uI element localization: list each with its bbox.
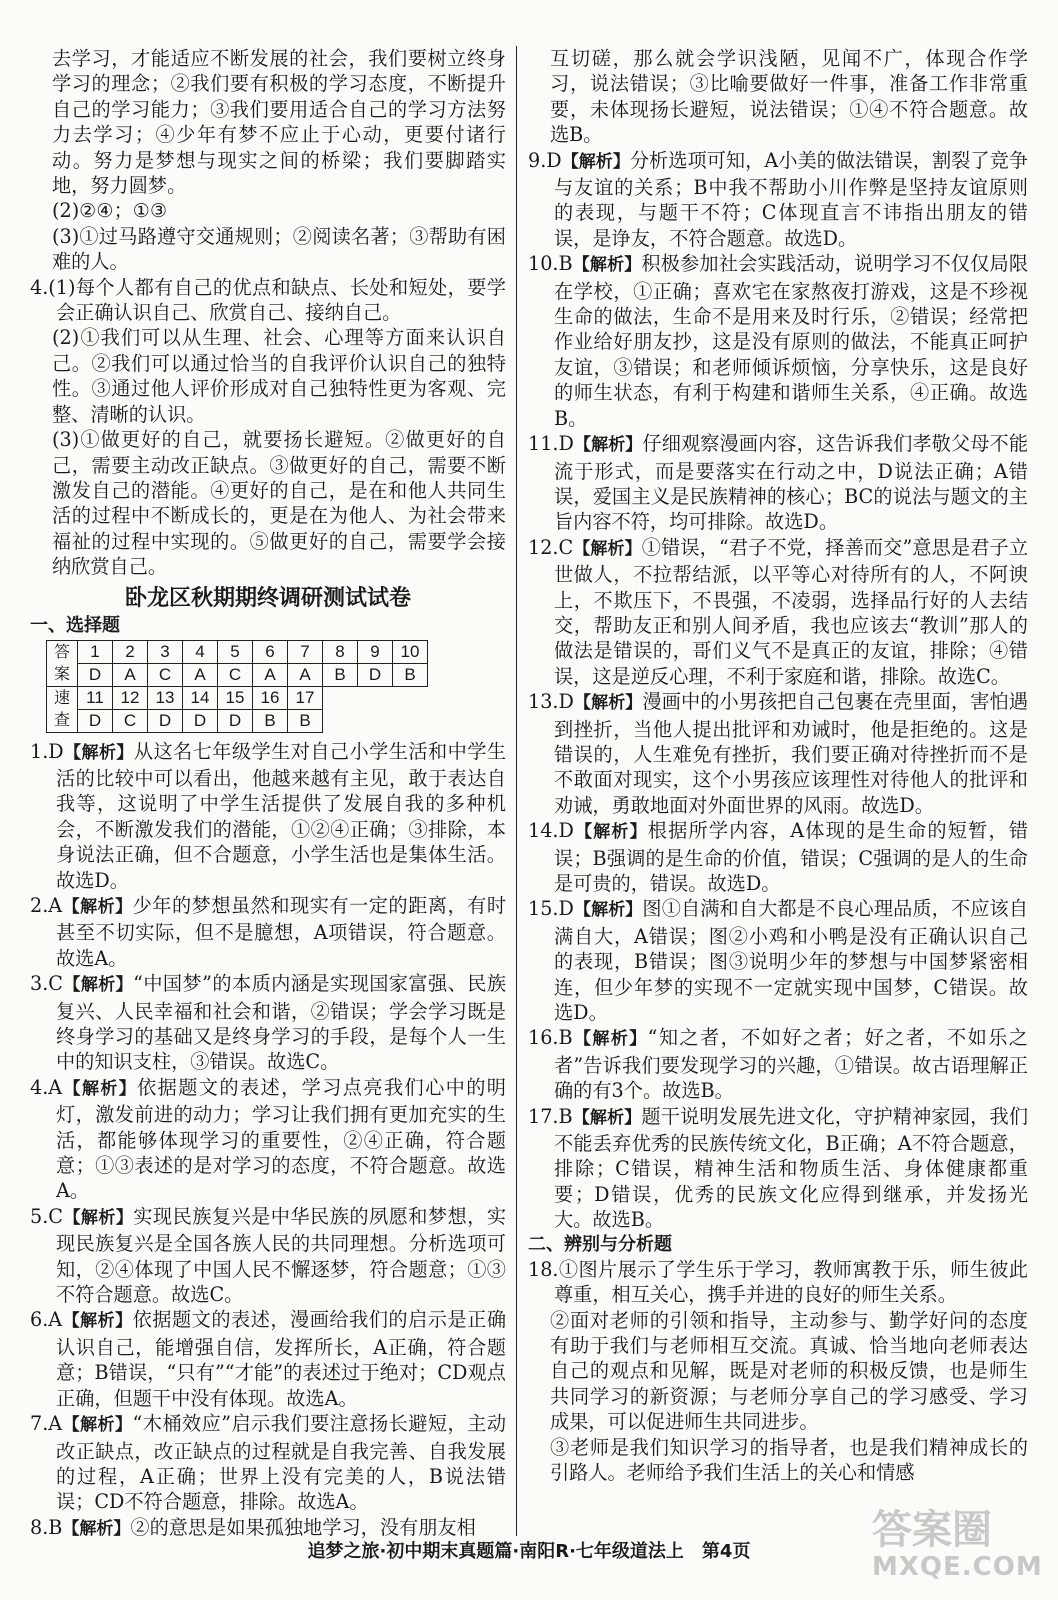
answer-item: [30, 739, 506, 893]
answer-item: [528, 148, 1028, 252]
answer-number: 14.D: [528, 819, 574, 843]
answer-number: 17.B: [528, 1104, 573, 1128]
answer-text: 积极参加社会实践活动，说明学习不仅仅局限在学校，①正确；喜欢宅在家熬夜打游戏，这是不珍视生命的做法，生命不是用来及时行乐，②错误；经常把作业给好朋友抄，这是没有原则的做法，不能真正呵护友谊，③错误；和老师倾诉烦恼，分享快乐，这是良好的师生状态，有利于构建和谐师生关系，④正确。故选B。: [554, 252, 1029, 430]
table-cell: D: [78, 709, 113, 732]
answer-3-part3: (3)①过马路遵守交通规则；②阅读名著；③帮助有困难的人。: [52, 224, 506, 274]
analysis-tag: 【解析】: [573, 822, 648, 843]
answer-number: 13.D: [528, 690, 574, 714]
table-cell: 7: [288, 640, 323, 663]
table-cell: D: [148, 709, 183, 732]
answer-text: “木桶效应”启示我们要注意扬长避短，主动改正缺点，改正缺点的过程就是自我完善、自我发展的过程，A正确；世界上没有完美的人，B说法错误；CD不符合题意，排除。故选A。: [56, 1412, 507, 1514]
answer-number: 12.C: [528, 535, 574, 559]
table-row: [47, 663, 428, 686]
answer-number: 1.D: [30, 739, 64, 763]
analysis-tag: 【解析】: [573, 538, 642, 559]
answer-text: 根据所学内容，A体现的是生命的短暂，错误；B强调的是生命的价值，错误；C强调的是人的生命是可贵的，错误。故选D。: [554, 819, 1029, 895]
answer-number: 8.B: [30, 1515, 63, 1539]
answer-item: [528, 1104, 1028, 1233]
analysis-tag: 【解析】: [62, 1415, 133, 1436]
answer-item: [528, 896, 1028, 1025]
answer-18-number: 18.: [528, 1257, 559, 1281]
table-cell: 6: [253, 640, 288, 663]
answer-text: 漫画中的小男孩把自己包裹在壳里面，害怕遇到挫折，当他人提出批评和劝诫时，他是拒绝的。这是错误的，人生难免有挫折，我们要正确对待挫折而不是不敢面对现实，这个小男孩应该理性对待他人的批评和劝诫，勇敢地面对外面世界的风雨。故选D。: [554, 690, 1029, 817]
watermark-text: 答案圈: [872, 1507, 992, 1553]
answer-text: 从这名七年级学生对自己小学生活和中学生活的比较中可以看出，他越来越有主见，敢于表达自我等，这说明了中学生活提供了发展自我的多种机会，不断激发我们的潜能，①②④正确；③排除，本身说法正确，但不合题意，小学生活也是集体生活。故选D。: [56, 739, 507, 892]
table-row: [47, 709, 428, 732]
answer-item: [30, 971, 506, 1075]
table-row: [47, 686, 428, 709]
answer-number: 11.D: [528, 432, 574, 456]
left-column: [30, 46, 506, 1542]
table-cell: D: [78, 663, 113, 686]
analysis-tag: 【解析】: [63, 975, 134, 996]
table-cell: 5: [218, 640, 253, 663]
answer-18-point1: ①图片展示了学生乐于学习，教师寓教于乐，师生彼此尊重，相互关心，携手并进的良好的师生关系。: [554, 1257, 1028, 1307]
analysis-tag: 【解析】: [62, 896, 133, 917]
table-cell: C: [148, 663, 183, 686]
table-cell: 15: [218, 686, 253, 709]
analysis-tag: 【解析】: [573, 435, 643, 456]
answer-number: 15.D: [528, 897, 574, 921]
table-cell: 9: [358, 640, 393, 663]
answer-text: ①错误，“君子不党，择善而交”意思是君子立世做人，不拉帮结派，以平等心对待所有的人，不阿谀上，不欺压下，不畏强，不凌弱，选择品行好的人去结交，帮助友正和别人间矛盾，我也应该去“教训”那人的做法是错误的，哥们义气不是真正的友谊，排除；④错误，这是逆反心理，不利于家庭和谐，排除。故选C。: [554, 535, 1029, 688]
analysis-tag: 【解析】: [63, 742, 134, 763]
right-column: [528, 46, 1028, 1485]
table-cell: B: [253, 709, 288, 732]
analysis-tag: 【解析】: [63, 1207, 134, 1228]
table-cell: 11: [78, 686, 113, 709]
table-cell: C: [218, 663, 253, 686]
table-cell: D: [183, 709, 218, 732]
answer-text: “知之者，不如好之者；好之者，不如乐之者”告诉我们要发现学习的兴趣，①错误。故古语理解正确的有3个。故选B。: [554, 1026, 1028, 1103]
answer-8-continued: 互切磋，那么就会学识浅陋，见闻不广，体现合作学习，说法错误；③比喻要做好一件事，准备工作非常重要，未体现扬长避短，说法错误；①④不符合题意。故选B。: [550, 47, 1028, 147]
answer-item: [528, 535, 1028, 689]
table-cell: 16: [253, 686, 288, 709]
right-answer-list: [528, 148, 1028, 1233]
answer-text: 分析选项可知，A小美的做法错误，割裂了竞争与友谊的关系；B中我不帮助小川作弊是坚持友谊原则的表现，与题干不符；C体现直言不讳指出朋友的错误，是诤友，不符合题意。故选D。: [554, 148, 1028, 250]
table-cell: D: [358, 663, 393, 686]
table-cell: B: [288, 709, 323, 732]
table-cell: 17: [288, 686, 323, 709]
table-cell: A: [253, 663, 288, 686]
table-cell: C: [113, 709, 148, 732]
answer-text: 少年的梦想虽然和现实有一定的距离，有时甚至不切实际，但不是臆想，A项错误，符合题意。故选A。: [56, 893, 507, 970]
answer-item: [30, 893, 506, 971]
answer-4-part2: (2)①我们可以从生理、社会、心理等方面来认识自己。②我们可以通过恰当的自我评价认识自己的独特性。③通过他人评价形成对自己独特性更为客观、完整、清晰的认识。: [52, 326, 506, 426]
answer-text: 依据题文的表述，学习点亮我们心中的明灯，激发前进的动力；学习让我们拥有更加充实的生活，都能够体现学习的重要性，②④正确，符合题意；①③表述的是对学习的态度，不符合题意。故选A。: [56, 1075, 506, 1203]
answer-item: [30, 1075, 506, 1204]
watermark-logo: [872, 1508, 1043, 1582]
answer-table: [46, 640, 428, 733]
table-cell: D: [218, 709, 253, 732]
answer-text: 图①自满和自大都是不良心理品质，不应该自满自大，A错误；图②小鸡和小鸭是没有正确认识自己的表现，B错误；图③说明少年的梦想与中国梦紧密相连，但少年梦的实现不一定就实现中国梦，C错误。故选D。: [554, 897, 1029, 1025]
answer-number: 4.A: [30, 1075, 63, 1099]
table-cell: 13: [148, 686, 183, 709]
analysis-tag: 【解析】: [62, 1311, 133, 1332]
answer-item: [528, 431, 1028, 535]
left-answer-list: [30, 739, 506, 1543]
answer-text: 依据题文的表述，漫画给我们的启示是正确认识自己，能增强自信，发挥所长，A正确，符合题意；B错误，“只有”“才能”的表述过于绝对；CD观点正确，但题干中没有体现。故选A。: [56, 1308, 507, 1410]
answer-3-continued: 去学习，才能适应不断发展的社会，我们要树立终身学习的理念；②我们要有积极的学习态度，不断提升自己的学习能力；③我们要用适合自己的学习方法努力去学习；④少年有梦不应止于心动，更要付诸行动。努力是梦想与现实之间的桥梁；我们要脚踏实地，努力圆梦。: [52, 47, 506, 198]
answer-text: 题干说明发展先进文化，守护精神家园，我们不能丢弃优秀的民族传统文化，B正确；A不符合题意，排除；C错误，精神生活和物质生活、身体健康都重要；D错误，优秀的民族文化应得到继承，并发扬光大。故选B。: [554, 1104, 1029, 1232]
analysis-tag: 【解析】: [573, 900, 643, 921]
table-cell: 3: [148, 640, 183, 663]
table-cell: B: [323, 663, 358, 686]
page-footer: 追梦之旅·初中期末真题篇·南阳R·七年级道法上 第4页: [307, 1541, 751, 1562]
analysis-tag: 【解析】: [62, 1518, 131, 1539]
analysis-tag: 【解析】: [573, 693, 643, 714]
table-label-answer: 答案: [47, 640, 78, 686]
table-cell: 2: [113, 640, 148, 663]
answer-text: 仔细观察漫画内容，这告诉我们孝敬父母不能流于形式，而是要落实在行动之中，D说法正确；A错误，爱国主义是民族精神的核心；BC的说法与题文的主旨内容不符，均可排除。故选D。: [554, 432, 1029, 534]
analysis-tag: 【解析】: [572, 1029, 648, 1050]
answer-item: [30, 1204, 506, 1308]
table-cell: A: [183, 663, 218, 686]
answer-3-part2: (2)②④；①③: [52, 199, 168, 223]
section-choice-heading: 一、选择题: [30, 614, 120, 636]
table-cell: 1: [78, 640, 113, 663]
answer-item: [30, 1411, 506, 1515]
table-cell: 8: [323, 640, 358, 663]
answer-18: [528, 1257, 1028, 1308]
analysis-tag: 【解析】: [572, 1107, 642, 1128]
column-divider: [516, 46, 517, 1536]
table-cell: A: [113, 663, 148, 686]
watermark-domain: MXQE.COM: [872, 1552, 1043, 1582]
answer-18-point2: ②面对老师的引领和指导，主动参与、勤学好问的态度有助于我们与老师相互交流。真诚、恰当地向老师表达自己的观点和见解，既是对老师的积极反馈，也是师生共同学习的新资源；与老师分享自己的学习感受、学习成果，可以促进师生共同进步。: [550, 1308, 1028, 1434]
answer-item: [528, 689, 1028, 818]
analysis-tag: 【解析】: [561, 151, 630, 172]
answer-text: ②的意思是如果孤独地学习，没有朋友相: [130, 1515, 476, 1539]
answer-item: [528, 251, 1028, 431]
answer-number: 3.C: [30, 972, 63, 996]
answer-number: 9.D: [528, 148, 562, 172]
answer-number: 10.B: [528, 252, 573, 276]
analysis-tag: 【解析】: [572, 255, 642, 276]
table-empty: [323, 686, 428, 709]
table-cell: 4: [183, 640, 218, 663]
answer-4-part3: (3)①做更好的自己，就要扬长避短。②做更好的自己，需要主动改正缺点。③做更好的自己，需要不断激发自己的潜能。④更好的自己，是在和他人共同生活的过程中不断成长的，更是在为他人、为社会带来福祉的过程中实现的。⑤做更好的自己，需要学会接纳欣赏自己。: [52, 428, 506, 579]
table-empty: [323, 709, 428, 732]
table-label-quick: 速查: [47, 686, 78, 732]
answer-text: 实现民族复兴是中华民族的夙愿和梦想，实现民族复兴是全国各族人民的共同理想。分析选项可知，②④体现了中国人民不懈逐梦，符合题意；①③不符合题意。故选C。: [56, 1204, 507, 1307]
answer-number: 7.A: [30, 1412, 63, 1436]
analysis-tag: 【解析】: [62, 1078, 138, 1099]
answer-text: “中国梦”的本质内涵是实现国家富强、民族复兴、人民幸福和社会和谐，②错误；学会学习既是终身学习的基础又是终身学习的手段，是每个人一生中的知识支柱，③错误。故选C。: [56, 972, 507, 1074]
answer-number: 2.A: [30, 893, 63, 917]
table-cell: 12: [113, 686, 148, 709]
answer-18-point3: ③老师是我们知识学习的指导者，也是我们精神成长的引路人。老师给予我们生活上的关心和情感: [550, 1435, 1028, 1484]
table-cell: 14: [183, 686, 218, 709]
exam-title: 卧龙区秋期期终调研测试试卷: [124, 585, 411, 611]
answer-number: 5.C: [30, 1204, 63, 1228]
answer-number: 16.B: [528, 1026, 573, 1050]
answer-item: [528, 1025, 1028, 1103]
table-cell: 10: [393, 640, 428, 663]
answer-number: 6.A: [30, 1308, 63, 1332]
table-cell: A: [288, 663, 323, 686]
answer-4-part1: 4.(1)每个人都有自己的优点和缺点、长处和短处，要学会正确认识自己、欣赏自己、接纳自己。: [30, 275, 506, 325]
answer-item: [528, 818, 1028, 896]
answer-item: [30, 1307, 506, 1411]
table-row: [47, 640, 428, 663]
table-cell: B: [393, 663, 428, 686]
section-analysis-heading: 二、辨别与分析题: [528, 1233, 672, 1255]
